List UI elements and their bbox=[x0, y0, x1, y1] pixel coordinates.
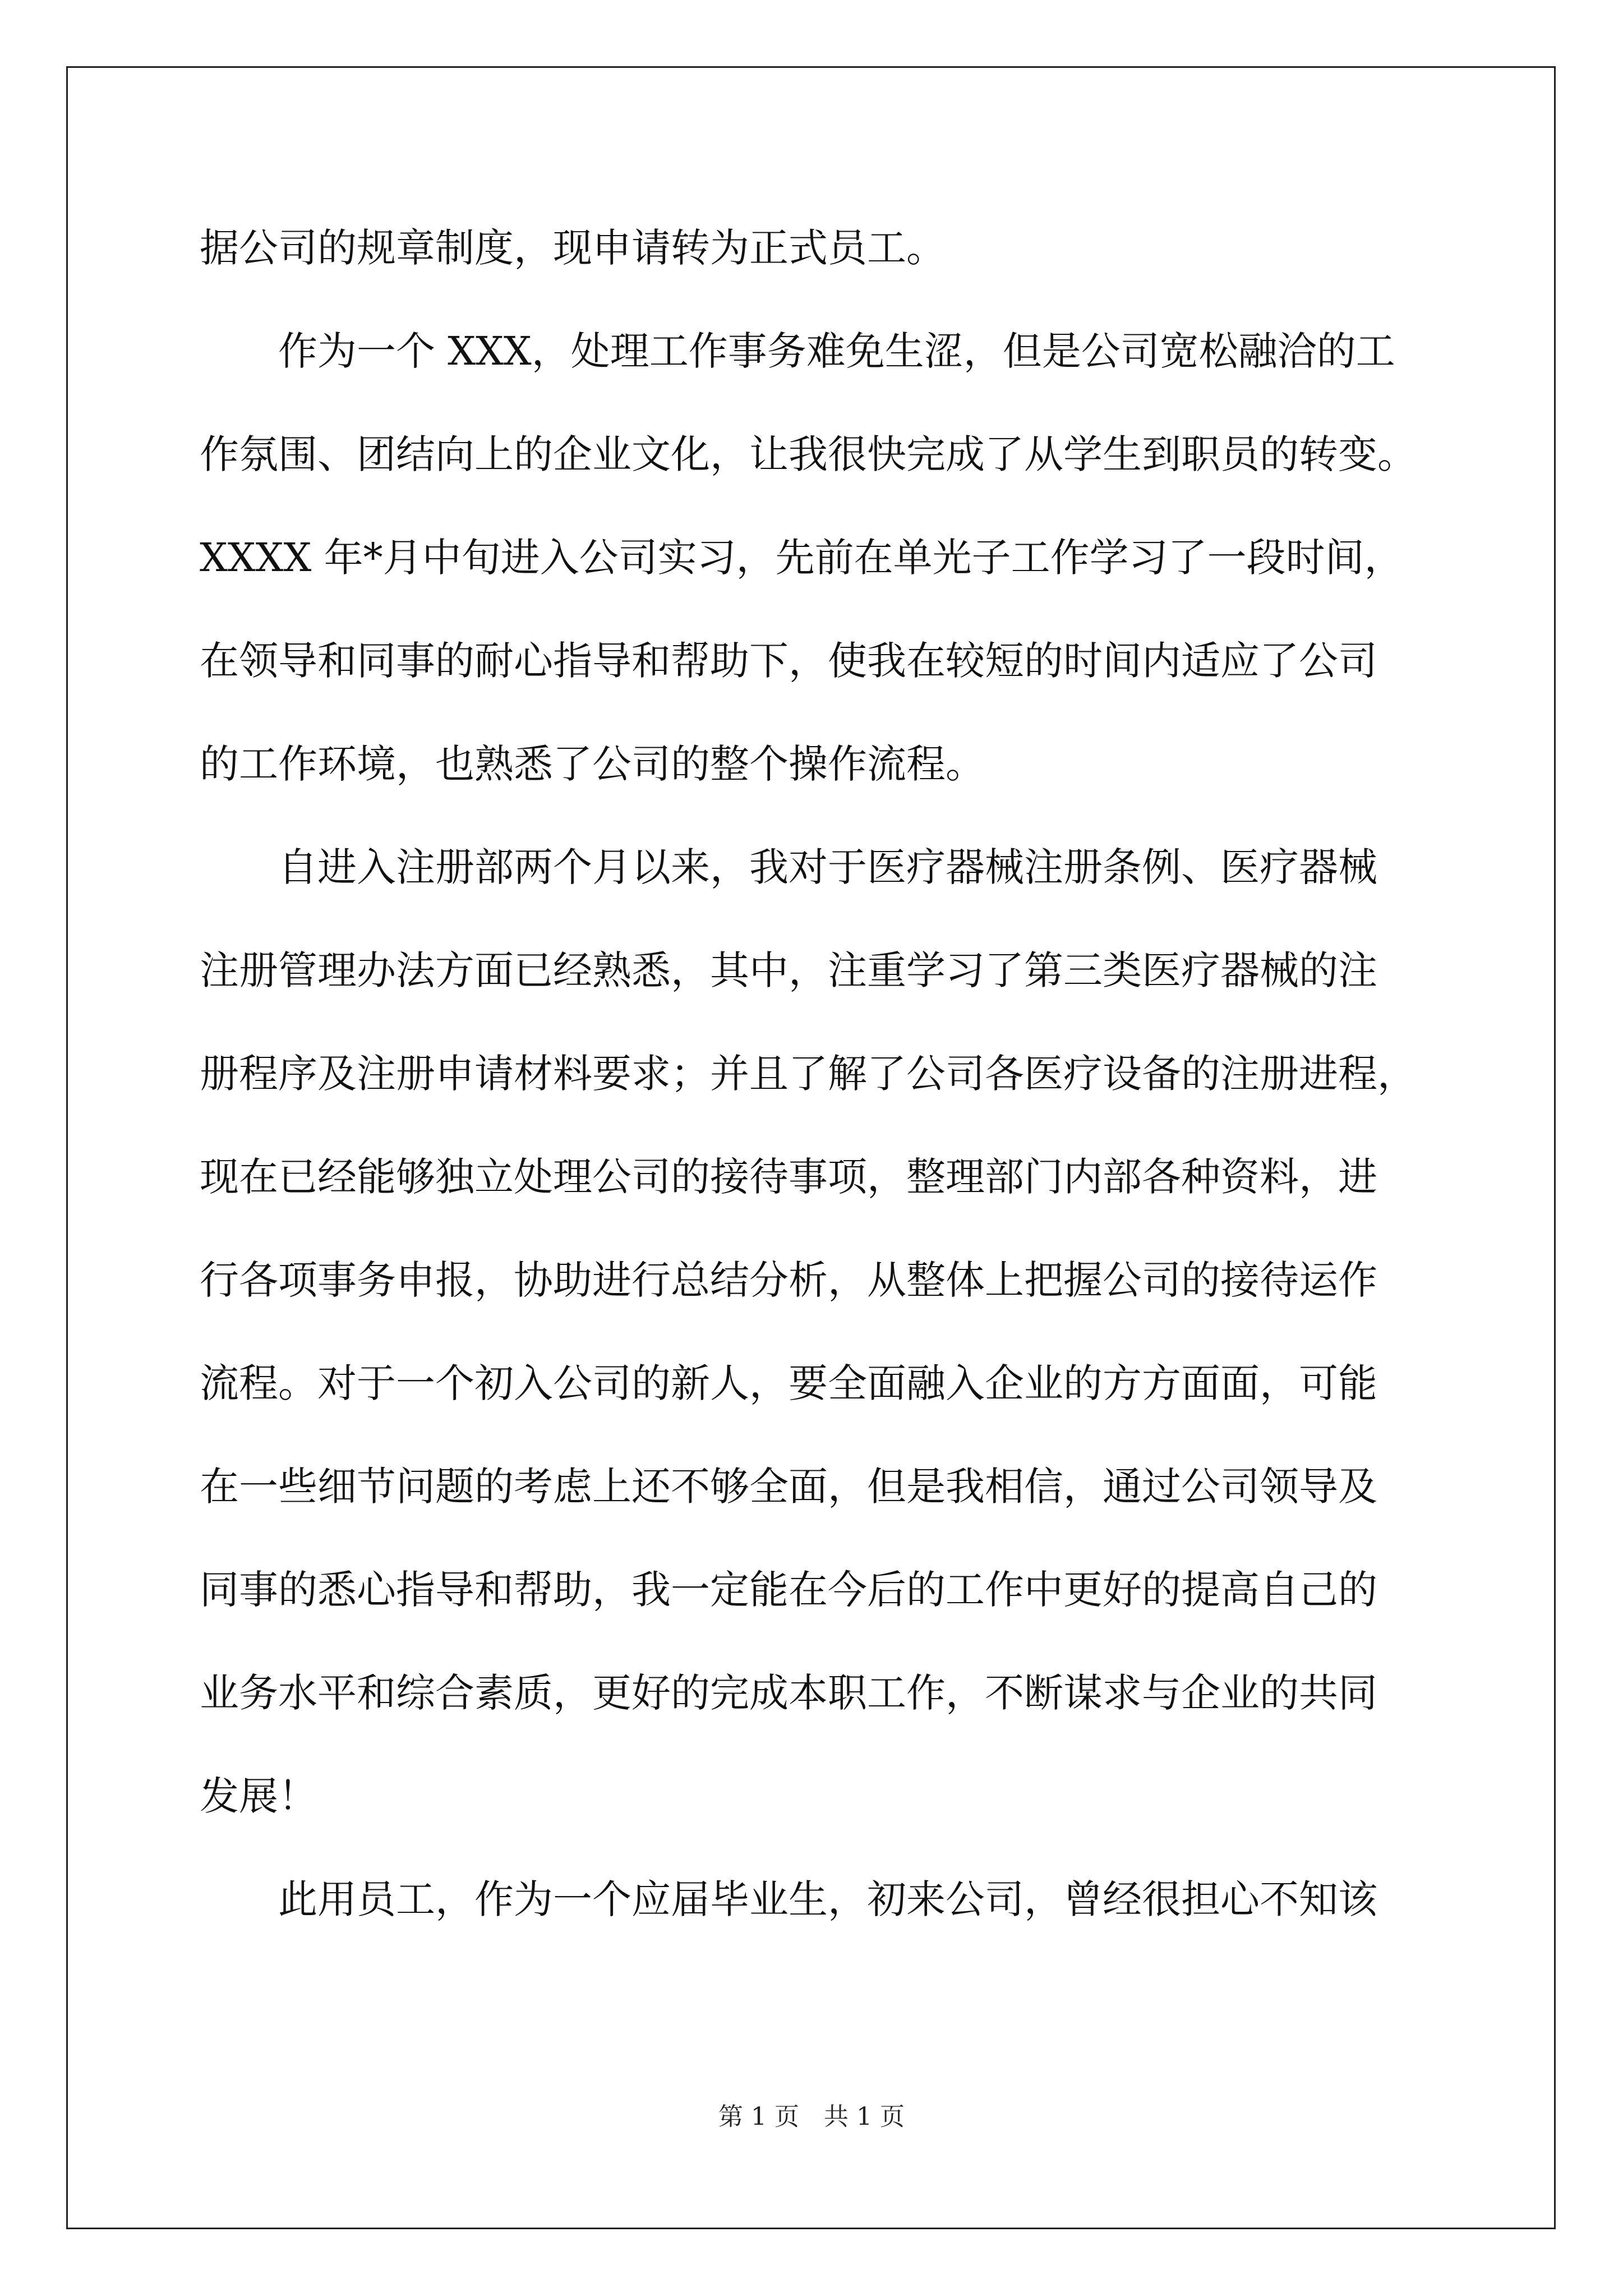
text-line: 此用员工，作为一个应届毕业生，初来公司，曾经很担心不知该 bbox=[200, 1876, 1377, 1922]
text-line: 在一些细节问题的考虑上还不够全面，但是我相信，通过公司领导及 bbox=[200, 1464, 1377, 1510]
text-line: 业务水平和综合素质，更好的完成本职工作，不断谋求与企业的共同 bbox=[200, 1670, 1377, 1716]
text-line: 发展！ bbox=[200, 1773, 317, 1819]
text-line: 作氛围、团结向上的企业文化，让我很快完成了从学生到职员的转变。 bbox=[200, 431, 1417, 477]
text-line: 同事的悉心指导和帮助，我一定能在今后的工作中更好的提高自己的 bbox=[200, 1567, 1377, 1613]
text-line: 的工作环境，也熟悉了公司的整个操作流程。 bbox=[200, 741, 985, 787]
text-line: 在领导和同事的耐心指导和帮助下，使我在较短的时间内适应了公司 bbox=[200, 638, 1377, 684]
text-line: 注册管理办法方面已经熟悉，其中，注重学习了第三类医疗器械的注 bbox=[200, 947, 1377, 993]
page-footer: 第 1 页 共 1 页 bbox=[718, 2102, 905, 2131]
text-line: 作为一个 XXX，处理工作事务难免生涩，但是公司宽松融洽的工 bbox=[200, 328, 1395, 374]
document-body bbox=[200, 205, 1433, 1960]
text-line: 据公司的规章制度，现申请转为正式员工。 bbox=[200, 225, 946, 271]
text-line: XXXX 年*月中旬进入公司实习，先前在单光子工作学习了一段时间， bbox=[200, 535, 1404, 581]
text-line: 册程序及注册申请材料要求；并且了解了公司各医疗设备的注册进程， bbox=[200, 1051, 1417, 1097]
text-line: 现在已经能够独立处理公司的接待事项，整理部门内部各种资料，进 bbox=[200, 1154, 1377, 1200]
text-line: 自进入注册部两个月以来，我对于医疗器械注册条例、医疗器械 bbox=[200, 844, 1377, 890]
text-line: 流程。对于一个初入公司的新人，要全面融入企业的方方面面，可能 bbox=[200, 1360, 1377, 1406]
text-line: 行各项事务申报，协助进行总结分析，从整体上把握公司的接待运作 bbox=[200, 1257, 1377, 1303]
